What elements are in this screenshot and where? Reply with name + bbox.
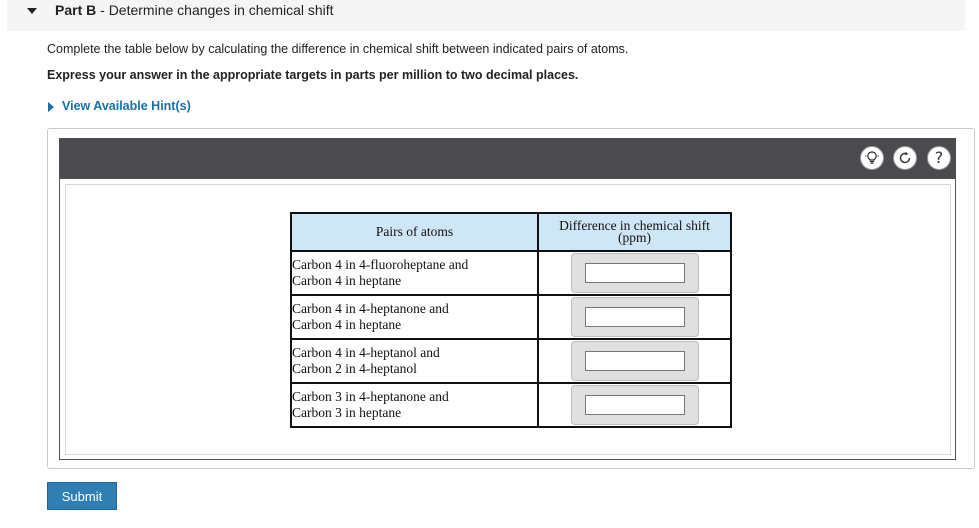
pair-line2: Carbon 2 in 4-heptanol [292,361,417,376]
hint-caret-icon [48,102,54,112]
pair-cell [291,339,538,383]
refresh-icon [897,150,913,166]
header-difference [538,213,731,251]
table-header-row [291,213,731,251]
part-separator: - [96,2,109,18]
pair-line2: Carbon 4 in heptane [292,273,402,288]
reset-button[interactable] [893,146,917,170]
pair-line1: Carbon 4 in 4-fluoroheptane and [292,257,469,272]
help-icon: ? [934,148,944,167]
collapse-caret-icon[interactable] [27,8,37,14]
answer-target[interactable] [571,341,699,381]
header-difference-line1: Difference in chemical shift [559,218,710,233]
part-title-text: Determine changes in chemical shift [108,2,334,18]
pair-line2: Carbon 3 in heptane [292,405,402,420]
instruction-text: Complete the table below by calculating the difference in chemical shift between indicated pairs of atoms. [47,42,629,56]
answer-cell [538,339,731,383]
table-row [291,339,731,383]
answer-input-1[interactable] [585,263,685,283]
answer-input-3[interactable] [585,351,685,371]
answer-target[interactable] [571,297,699,337]
answer-cell [538,295,731,339]
instruction-bold-text: Express your answer in the appropriate targets in parts per million to two decimal places. [47,68,579,82]
part-header[interactable] [7,0,965,31]
answer-target[interactable] [571,253,699,293]
chemical-shift-table [290,212,732,428]
pair-line1: Carbon 4 in 4-heptanone and [292,301,449,316]
lightbulb-icon [864,150,880,166]
pair-line1: Carbon 4 in 4-heptanol and [292,345,440,360]
pair-cell [291,383,538,427]
header-pairs-of-atoms: Pairs of atoms [291,213,538,251]
table-row [291,295,731,339]
pair-line2: Carbon 4 in heptane [292,317,402,332]
tool-header-bar [59,138,956,178]
answer-input-2[interactable] [585,307,685,327]
answer-cell [538,251,731,295]
table-row [291,383,731,427]
hint-lightbulb-button[interactable] [860,146,884,170]
view-hints-link[interactable] [48,99,191,113]
view-hints-label: View Available Hint(s) [62,99,191,113]
answer-target[interactable] [571,385,699,425]
table-row [291,251,731,295]
submit-button[interactable]: Submit [47,482,117,510]
answer-input-4[interactable] [585,395,685,415]
header-difference-line2: (ppm) [618,230,651,245]
pair-cell [291,251,538,295]
pair-line1: Carbon 3 in 4-heptanone and [292,389,449,404]
part-title [55,2,334,18]
pair-cell [291,295,538,339]
part-label: Part B [55,2,97,18]
help-button[interactable] [927,146,951,170]
answer-cell [538,383,731,427]
